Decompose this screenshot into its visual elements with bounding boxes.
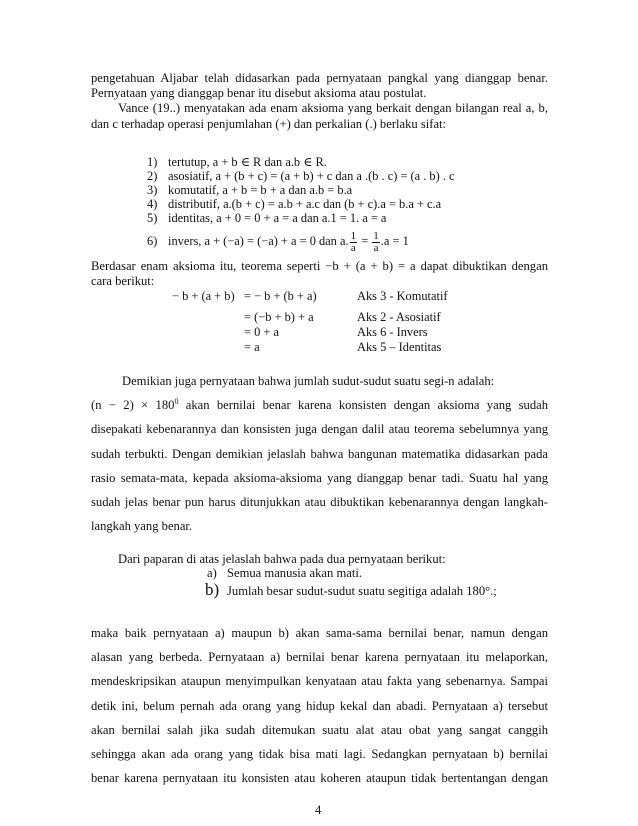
- axiom-5-text: identitas, a + 0 = 0 + a = a dan a.1 = 1. a = a: [168, 211, 387, 225]
- axiom-2-text: asosiatif, a + (b + c) = (a + b) + c dan a .(b . c) = (a . b) . c: [168, 169, 455, 183]
- axiom-3-text: komutatif, a + b = b + a dan a.b = b.a: [168, 183, 353, 197]
- statement-b-text: Jumlah besar sudut-sudut suatu segitiga adalah 180°.;: [227, 584, 497, 598]
- proof-step-4: = a: [244, 340, 260, 354]
- page-number: 4: [315, 803, 322, 817]
- degree-superscript: 0: [174, 396, 179, 406]
- para3-line4: sudah terbukti. Dengan demikian jelaslah bahwa bangunan matematika didasarkan pada: [91, 447, 548, 461]
- para5-line4: detik ini, belum pernah ada orang yang hidup kekal dan abadi. Pernyataan a) tersebut: [91, 699, 548, 713]
- para2-line1: Berdasar enam aksioma itu, teorema seperti −b + (a + b) = a dapat dibuktikan dengan: [91, 259, 548, 273]
- para3-line6: sudah jelas benar pun harus ditunjukkan atau dibuktikan kebenarannya dengan langkah-: [91, 495, 548, 509]
- para3-line2-b: akan bernilai benar karena konsisten dengan aksioma yang sudah: [178, 398, 549, 412]
- axiom-6-text-a: invers, a + (−a) = (−a) + a = 0 dan a.: [168, 234, 349, 248]
- axiom-6-number: 6): [147, 234, 158, 248]
- axiom-4-text: distributif, a.(b + c) = a.b + a.c dan (b + c).a = b.a + c.a: [168, 197, 442, 211]
- para5-line5: akan bernilai salah jika sudah ditemukan suatu alat atau obat yang sangat canggih: [91, 723, 548, 737]
- para3-line1: Demikian juga pernyataan bahwa jumlah sudut-sudut suatu segi-n adalah:: [122, 374, 495, 388]
- fraction-1-over-a: [350, 231, 358, 254]
- para3-line7: langkah yang benar.: [91, 519, 193, 533]
- proof-lhs: − b + (a + b): [172, 289, 235, 303]
- axiom-2-number: 2): [147, 169, 158, 183]
- para1-line2: Pernyataan yang dianggap benar itu disebut aksioma atau postulat.: [91, 86, 427, 100]
- para3-line5: rasio semata-mata, kepada aksioma-aksioma yang dianggap benar tadi. Suatu hal yang: [91, 471, 548, 485]
- axiom-3-number: 3): [147, 183, 158, 197]
- statement-b-label: b): [205, 580, 220, 599]
- proof-reason-4: Aks 5 – Identitas: [357, 340, 442, 354]
- proof-reason-3: Aks 6 - Invers: [357, 325, 428, 339]
- para1-line4: dan c terhadap operasi penjumlahan (+) dan perkalian (.) berlaku sifat:: [91, 117, 447, 131]
- axiom-6-text: [168, 226, 409, 256]
- axiom-1-number: 1): [147, 155, 158, 169]
- para3-line3: disepakati kebenarannya dan konsisten juga dengan dalil atau teorema sebelumnya yang: [91, 422, 548, 436]
- statement-a-label: a): [207, 566, 217, 580]
- axiom-1-text: tertutup, a + b ∈ R dan a.b ∈ R.: [168, 155, 327, 169]
- para5-line6: sehingga akan ada orang yang tidak bisa mati lagi. Sedangkan pernyataan b) bernilai: [91, 747, 548, 761]
- para5-line3: mendeskripsikan ataupun menyimpulkan kenyataan atau fakta yang sebenarnya. Sampai: [91, 674, 548, 688]
- proof-step-1: = − b + (b + a): [244, 289, 317, 303]
- para2-line2: cara berikut:: [91, 274, 155, 288]
- proof-reason-1: Aks 3 - Komutatif: [357, 289, 448, 303]
- axiom-4-number: 4): [147, 197, 158, 211]
- para5-line1: maka baik pernyataan a) maupun b) akan sama-sama bernilai benar, namun dengan: [91, 626, 548, 640]
- para3-line2-a: (n − 2) × 180: [91, 398, 175, 412]
- axiom-6-equals: =: [361, 234, 369, 248]
- proof-step-2: = (−b + b) + a: [244, 310, 314, 324]
- para1-line3: Vance (19..) menyatakan ada enam aksioma yang berkait dengan bilangan real a, b,: [118, 101, 548, 115]
- fraction-1-denominator: a: [350, 241, 356, 254]
- fraction-2-denominator: a: [373, 241, 379, 254]
- para5-line2: alasan yang berbeda. Pernyataan a) bernilai benar karena pernyataan itu melaporkan,: [91, 650, 548, 664]
- para5-line7: benar karena pernyataan itu konsisten atau koheren ataupun tidak bertentangan dengan: [91, 771, 548, 785]
- fraction-2-over-a: [372, 231, 380, 254]
- para3-line2: [91, 398, 548, 413]
- fraction-2-numerator: 1: [373, 229, 379, 242]
- statement-a-text: Semua manusia akan mati.: [227, 566, 362, 580]
- fraction-1-numerator: 1: [350, 229, 357, 242]
- para4-intro: Dari paparan di atas jelaslah bahwa pada dua pernyataan berikut:: [118, 552, 446, 566]
- proof-step-3: = 0 + a: [244, 325, 279, 339]
- para1-line1: pengetahuan Aljabar telah didasarkan pada pernyataan pangkal yang dianggap benar.: [91, 71, 548, 85]
- axiom-5-number: 5): [147, 211, 158, 225]
- proof-reason-2: Aks 2 - Asosiatif: [357, 310, 441, 324]
- axiom-6-text-b: .a = 1: [380, 234, 409, 248]
